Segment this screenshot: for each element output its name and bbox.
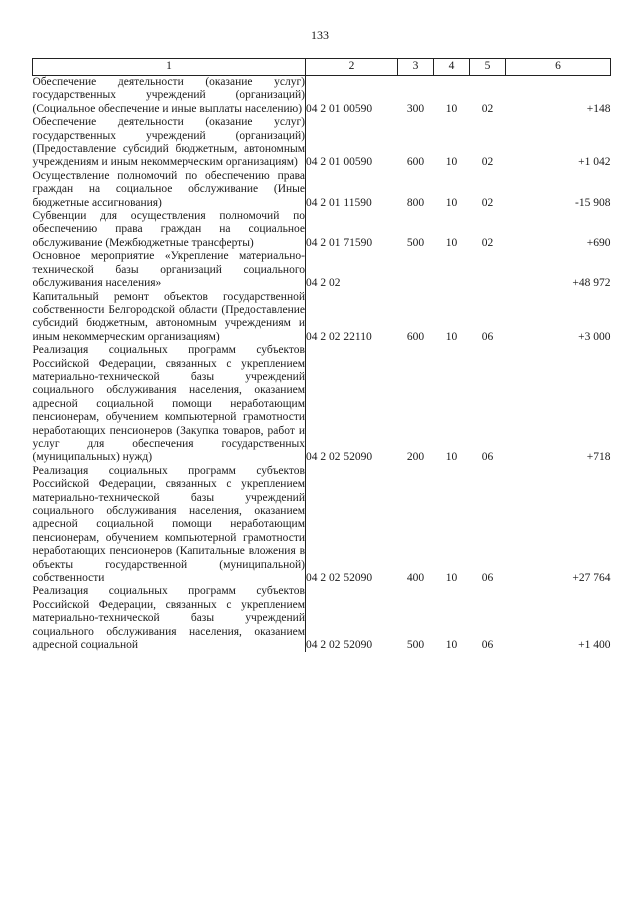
row-name: Субвенции для осуществления полномочий по обеспечению права граждан на социальное обслуживание (Межбюджетные трансферты) [32, 210, 305, 249]
row-name: Реализация социальных программ субъектов Российской Федерации, связанных с укреплением материально-технической базы учреждений социального обслуживания населения, оказанием адресной социальной помощи неработающим пенсионерам, обучением компьютерной грамотности неработающих пенсионеров (Капитальные вложения в объекты государственной (муниципальной) собственности [32, 464, 305, 585]
row-pr: 06 [481, 639, 494, 652]
row-vr: 800 [406, 196, 425, 209]
row-code: 04 2 02 52090 [306, 572, 373, 585]
row-code: 04 2 01 11590 [306, 196, 372, 209]
table-row [33, 250, 611, 290]
row-name: Осуществление полномочий по обеспечению права граждан на социальное обслуживание (Иные бюджетные ассигнования) [32, 169, 305, 209]
table-row [33, 116, 611, 170]
row-amount: +690 [586, 236, 611, 249]
row-vr [398, 250, 434, 290]
row-rz: 10 [445, 451, 458, 464]
row-vr: 400 [406, 572, 425, 585]
column-header-name: 1 [33, 59, 306, 76]
row-name: Реализация социальных программ субъектов Российской Федерации, связанных с укреплением материально-технической базы учреждений социального обслуживания населения, оказанием адресной социальной [32, 585, 305, 652]
row-amount: +148 [586, 102, 611, 115]
row-vr: 200 [406, 451, 425, 464]
column-header-pr: 5 [470, 59, 506, 76]
table-row [33, 344, 611, 465]
row-pr: 02 [481, 102, 494, 115]
row-pr: 06 [481, 330, 494, 343]
row-code: 04 2 02 22110 [306, 330, 372, 343]
row-amount: +718 [586, 451, 611, 464]
row-code: 04 2 01 71590 [306, 236, 373, 249]
row-pr [470, 250, 506, 290]
row-amount: +48 972 [572, 277, 611, 290]
row-rz: 10 [445, 639, 458, 652]
table-row [33, 170, 611, 210]
budget-table [32, 58, 611, 652]
row-code: 04 2 02 [306, 277, 341, 290]
row-pr: 06 [481, 572, 494, 585]
row-rz: 10 [445, 156, 458, 169]
row-amount: +27 764 [572, 572, 611, 585]
column-header-code: 2 [306, 59, 398, 76]
row-amount: +3 000 [578, 330, 611, 343]
row-vr: 600 [406, 156, 425, 169]
column-header-amount: 6 [506, 59, 611, 76]
table-row [33, 76, 611, 117]
row-pr: 02 [481, 156, 494, 169]
row-amount: +1 042 [578, 156, 611, 169]
row-code: 04 2 01 00590 [306, 102, 373, 115]
column-header-vr: 3 [398, 59, 434, 76]
table-row [33, 465, 611, 586]
table-row [33, 210, 611, 250]
row-amount: -15 908 [575, 196, 611, 209]
row-vr: 500 [406, 236, 425, 249]
row-pr: 06 [481, 451, 494, 464]
row-pr: 02 [481, 236, 494, 249]
column-header-rz: 4 [434, 59, 470, 76]
row-pr: 02 [481, 196, 494, 209]
row-rz: 10 [445, 330, 458, 343]
row-amount: +1 400 [578, 639, 611, 652]
row-name: Реализация социальных программ субъектов Российской Федерации, связанных с укреплением материально-технической базы учреждений социального обслуживания населения, оказанием адресной социальной помощи неработающим пенсионерам, обучением компьютерной грамотности неработающих пенсионеров (Закупка товаров, работ и услуг для обеспечения государственных (муниципальных) нужд) [32, 344, 305, 464]
row-name: Капитальный ремонт объектов государственной собственности Белгородской области (Предоставление субсидий бюджетным, автономным учреждениям и иным некоммерческим организациям) [32, 290, 305, 343]
row-name: Обеспечение деятельности (оказание услуг) государственных учреждений (организаций) (Предоставление субсидий бюджетным, автономным учреждениям и иным некоммерческим организациям) [32, 116, 305, 169]
row-code: 04 2 01 00590 [306, 156, 373, 169]
table-row [33, 585, 611, 652]
row-vr: 600 [406, 330, 425, 343]
row-rz: 10 [445, 236, 458, 249]
table-row [33, 291, 611, 345]
row-vr: 300 [406, 102, 425, 115]
row-code: 04 2 02 52090 [306, 639, 373, 652]
row-name: Обеспечение деятельности (оказание услуг) государственных учреждений (организаций) (Социальное обеспечение и иные выплаты населению) [32, 76, 305, 115]
row-rz: 10 [445, 102, 458, 115]
row-rz: 10 [445, 572, 458, 585]
row-vr: 500 [406, 639, 425, 652]
page-number: 133 [311, 28, 329, 42]
row-code: 04 2 02 52090 [306, 451, 373, 464]
row-rz: 10 [445, 196, 458, 209]
row-rz [434, 250, 470, 290]
row-name: Основное мероприятие «Укрепление материально-технической базы организаций социального обслуживания населения» [32, 250, 305, 290]
table-header-row [33, 59, 611, 76]
